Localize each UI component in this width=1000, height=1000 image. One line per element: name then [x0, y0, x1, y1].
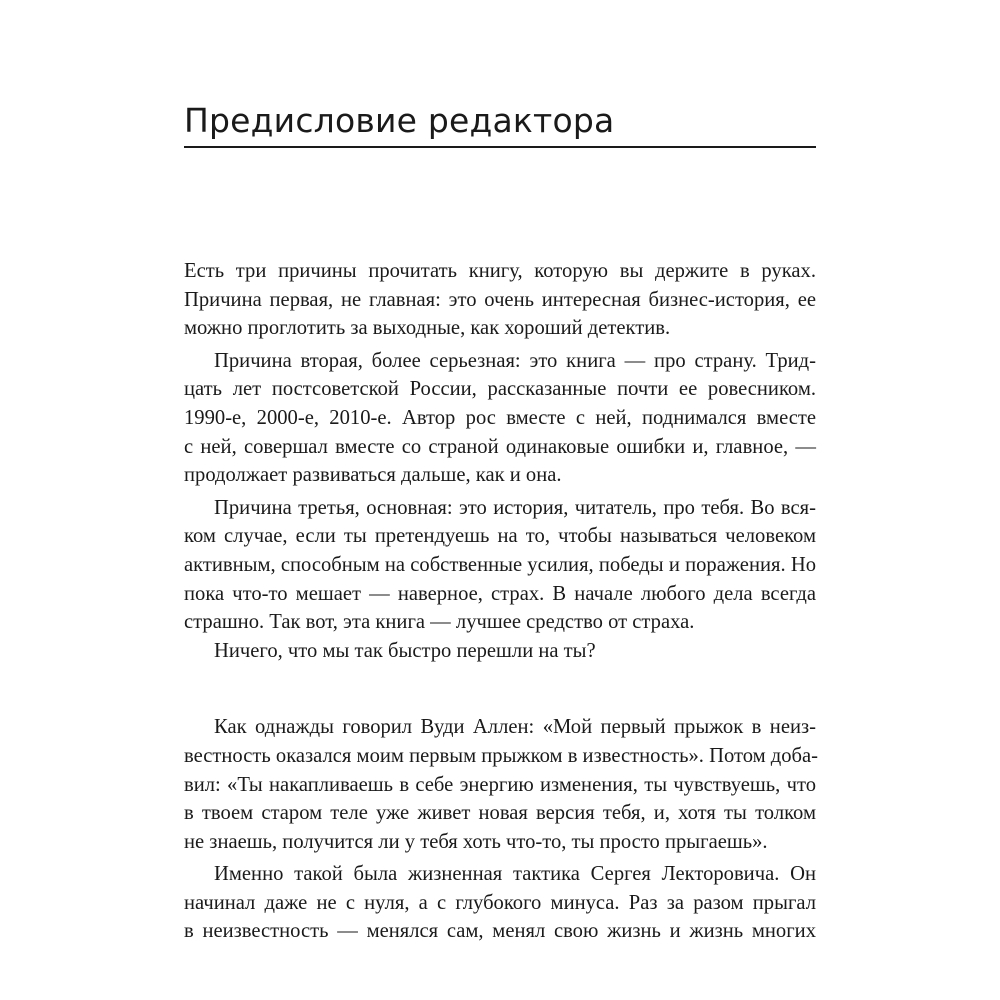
- paragraph: [184, 860, 816, 946]
- text-line: Причина первая, не главная: это очень интересная бизнес-история, ее: [184, 288, 816, 311]
- text-line: не знаешь, получится ли у тебя хоть что-то, ты просто прыгаешь».: [184, 830, 768, 853]
- text-line: Как однажды говорил Вуди Аллен: «Мой первый прыжок в неиз-: [214, 716, 816, 739]
- text-line: вестность оказался моим первым прыжком в известность». Потом доба-: [184, 744, 819, 767]
- text-line: начинал даже не с нуля, а с глубокого минуса. Раз за разом прыгал: [184, 891, 816, 914]
- text-line: Есть три причины прочитать книгу, которую вы держите в руках.: [184, 260, 816, 282]
- text-line: в твоем старом теле уже живет новая версия тебя, и, хотя ты толком: [184, 802, 816, 825]
- text-line: пока что-то мешает — наверное, страх. В начале любого дела всегда: [184, 582, 816, 605]
- text-line: страшно. Так вот, эта книга — лучшее средство от страха.: [184, 611, 695, 634]
- text-line: Ничего, что мы так быстро перешли на ты?: [214, 639, 596, 662]
- text-line: продолжает развиваться дальше, как и она.: [184, 464, 562, 487]
- text-line: Именно такой была жизненная тактика Сергея Лекторовича. Он: [214, 863, 816, 886]
- text-line: вил: «Ты накапливаешь в себе энергию изменения, ты чувствуешь, что: [184, 773, 816, 796]
- text-line: с ней, совершал вместе со страной одинаковые ошибки и, главное, —: [184, 435, 816, 458]
- paragraph: [184, 347, 816, 490]
- book-page: [184, 0, 819, 1000]
- text-line: Причина вторая, более серьезная: это книга — про страну. Трид-: [214, 349, 816, 372]
- body-text: [184, 257, 819, 946]
- text-line: Причина третья, основная: это история, читатель, про тебя. Во вся-: [214, 496, 816, 519]
- text-line: 1990-е, 2000-е, 2010-е. Автор рос вместе с ней, поднимался вместе: [184, 406, 816, 429]
- paragraph: [184, 637, 816, 666]
- text-line: активным, способным на собственные усилия, победы и поражения. Но: [184, 553, 816, 576]
- paragraph: [184, 494, 816, 637]
- text-line: цать лет постсоветской России, рассказанные почти ее ровесником.: [184, 378, 816, 401]
- paragraph: [184, 713, 819, 856]
- chapter-heading: Предисловие редактора: [184, 100, 816, 148]
- text-line: в неизвестность — менялся сам, менял свою жизнь и жизнь многих: [184, 920, 816, 943]
- paragraph: [184, 257, 816, 343]
- text-line: можно проглотить за выходные, как хороший детектив.: [184, 317, 671, 340]
- text-line: ком случае, если ты претендуешь на то, чтобы называться человеком: [184, 525, 816, 548]
